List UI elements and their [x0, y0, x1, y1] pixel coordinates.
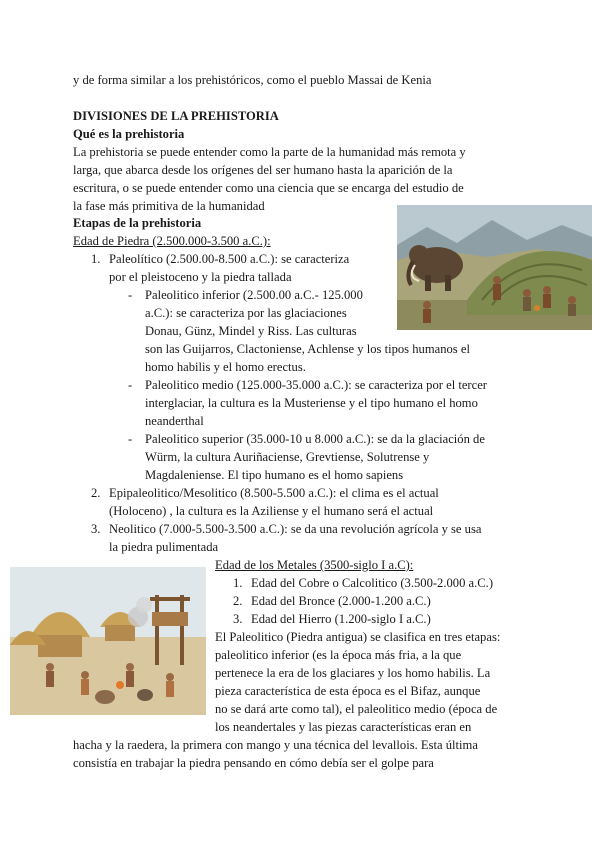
closing-line: pieza característica de esta época es el Bifaz, aunque	[215, 684, 481, 698]
definition-line: larga, que abarca desde los orígenes del ser humano hasta la aparición de la	[73, 163, 453, 177]
epipaleolitico-line: (Holoceno) , la cultura es la Aziliense y el humano será el actual	[109, 504, 434, 518]
inferior-line: a.C.): se caracteriza por las glaciaciones	[145, 306, 347, 320]
superior-line: Magdaleniense. El tipo humano es el homo sapiens	[145, 468, 404, 482]
neolitico-line: Neolitico (7.000-5.500-3.500 a.C.): se da una revolución agrícola y se usa	[109, 522, 482, 536]
subheading-que-es: Qué es la prehistoria	[73, 127, 185, 141]
edad-piedra-heading: Edad de Piedra (2.500.000-3.500 a.C.):	[73, 234, 271, 248]
closing-line: los neandertales y las piezas características eran en	[215, 720, 472, 734]
paleolithic-camp-illustration	[397, 205, 592, 330]
closing-line: pertenece la era de los glaciares y los homo habilis. La	[215, 666, 491, 680]
medio-line: neanderthal	[145, 414, 204, 428]
closing-line: no se dará arte como tal), el paleolitico medio (época de	[215, 702, 498, 716]
section-heading: DIVISIONES DE LA PREHISTORIA	[73, 109, 279, 123]
neolitico-line: la piedra pulimentada	[109, 540, 219, 554]
metal-age-village-illustration	[10, 567, 206, 715]
metales-item: Edad del Bronce (2.000-1.200 a.C.)	[251, 594, 431, 608]
intro-line: y de forma similar a los prehistóricos, como el pueblo Massai de Kenia	[73, 73, 432, 87]
inferior-line: Donau, Günz, Mindel y Riss. Las culturas	[145, 324, 357, 338]
inferior-line: son las Guijarros, Clactoniense, Achlense y los tipos humanos el	[145, 342, 470, 356]
metales-item: Edad del Cobre o Calcolitico (3.500-2.000 a.C.)	[251, 576, 494, 590]
metales-item: Edad del Hierro (1.200-siglo I a.C.)	[251, 612, 431, 626]
list-number: 2.	[233, 594, 243, 608]
definition-line: La prehistoria se puede entender como la parte de la humanidad más remota y	[73, 145, 466, 159]
etapas-heading: Etapas de la prehistoria	[73, 216, 202, 230]
list-number: 1.	[233, 576, 243, 590]
definition-line: la fase más primitiva de la humanidad	[73, 199, 265, 213]
closing-line: paleolitico inferior (es la época más fria, a la que	[215, 648, 462, 662]
dash-bullet: -	[128, 432, 133, 446]
medio-line: Paleolitico medio (125.000-35.000 a.C.): se caracteriza por el tercer	[145, 378, 487, 392]
epipaleolitico-line: Epipaleolitico/Mesolitico (8.500-5.500 a.C.): el clima es el actual	[109, 486, 439, 500]
list-number: 1.	[91, 252, 101, 266]
inferior-line: homo habilis y el homo erectus.	[145, 360, 306, 374]
edad-metales-heading: Edad de los Metales (3500-siglo I a.C):	[215, 558, 414, 572]
paleolitico-item: por el pleistoceno y la piedra tallada	[109, 270, 292, 284]
list-number: 3.	[91, 522, 101, 536]
superior-line: Paleolitico superior (35.000-10 u 8.000 a.C.): se da la glaciación de	[145, 432, 485, 446]
paleolitico-item: Paleolítico (2.500.00-8.500 a.C.): se caracteriza	[109, 252, 350, 266]
closing-line: El Paleolitico (Piedra antigua) se clasifica en tres etapas:	[215, 630, 501, 644]
dash-bullet: -	[128, 378, 133, 392]
definition-line: escritura, o se puede entender como una ciencia que se encarga del estudio de	[73, 181, 464, 195]
dash-bullet: -	[128, 288, 133, 302]
medio-line: interglaciar, la cultura es la Musteriense y el tipo humano el homo	[145, 396, 478, 410]
list-number: 3.	[233, 612, 243, 626]
closing-line: consistía en trabajar la piedra pensando en cómo debía ser el golpe para	[73, 756, 434, 770]
list-number: 2.	[91, 486, 101, 500]
closing-line: hacha y la raedera, la primera con mango y una técnica del levallois. Esta última	[73, 738, 478, 752]
superior-line: Würm, la cultura Auriñaciense, Grevtiense, Solutrense y	[145, 450, 430, 464]
inferior-line: Paleolitico inferior (2.500.00 a.C.- 125.000	[145, 288, 363, 302]
